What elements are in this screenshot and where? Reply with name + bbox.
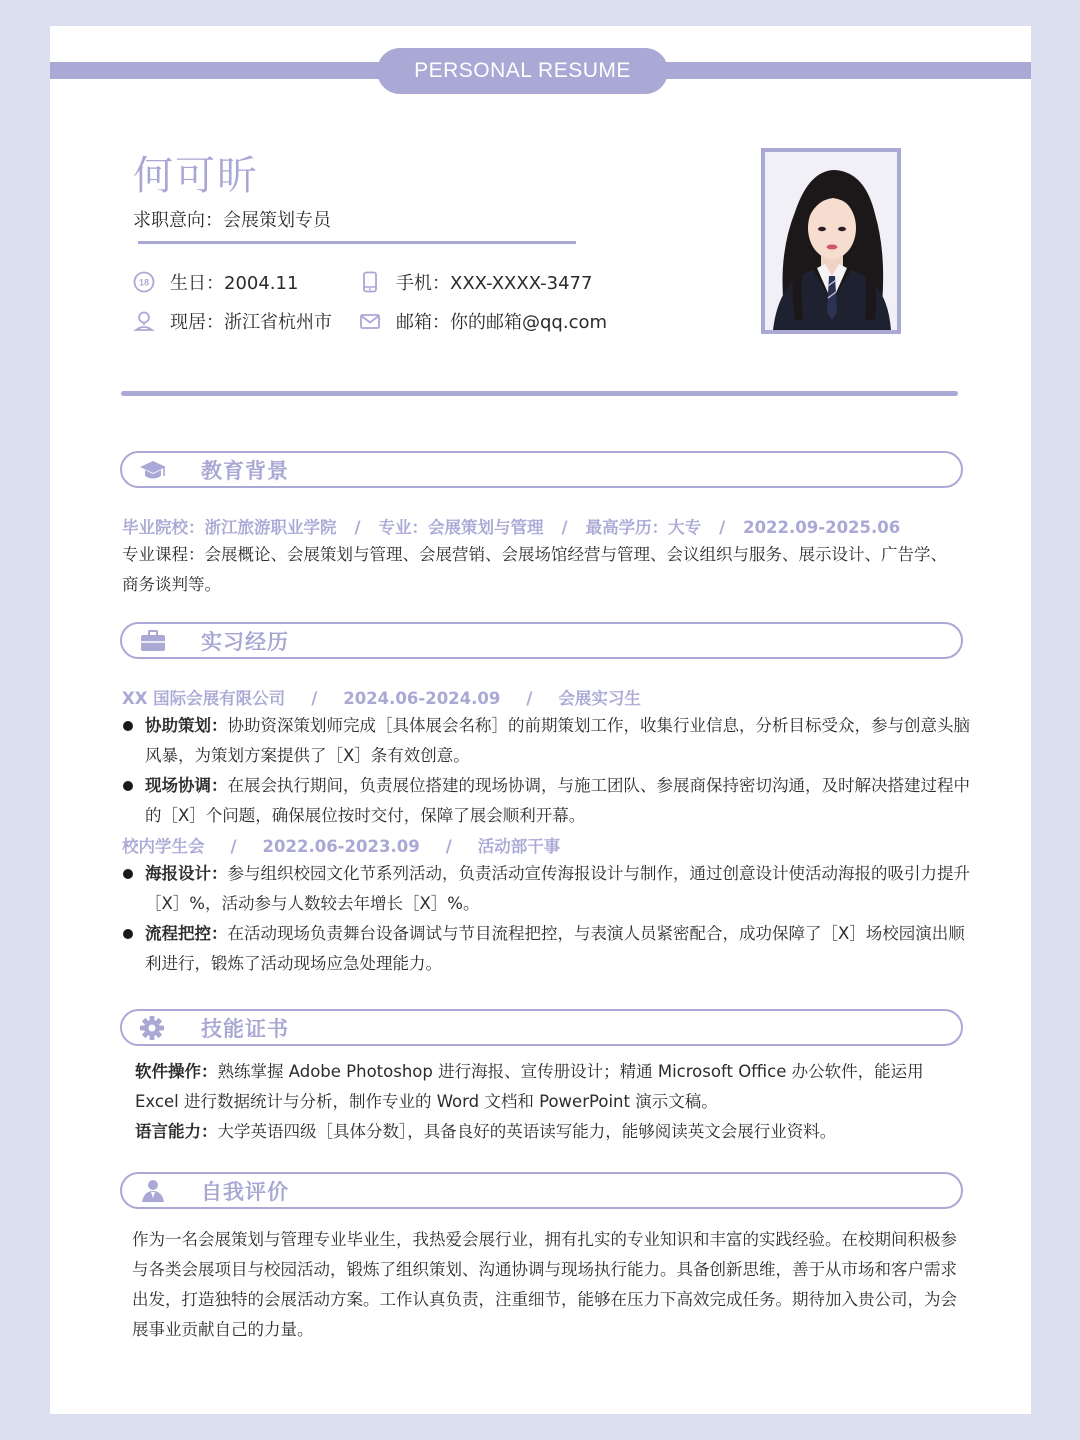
separator: / <box>719 518 726 537</box>
birth-info <box>133 269 298 295</box>
phone-text: 手机：XXX-XXXX-3477 <box>396 273 593 294</box>
bullet-text: 在活动现场负责舞台设备调试与节目流程把控，与表演人员紧密配合，成功保障了［X］场校园演出顺利进行，锻炼了活动现场应急处理能力。 <box>145 924 965 973</box>
internship-section-header <box>120 622 963 659</box>
separator: / <box>354 518 361 537</box>
name-underline <box>138 241 576 244</box>
bullet-text: 协助资深策划师完成［具体展会名称］的前期策划工作，收集行业信息，分析目标受众，参与创意头脑风暴，为策划方案提供了［X］条有效创意。 <box>145 716 970 765</box>
software-skill <box>135 1057 955 1117</box>
courses-text: 专业课程：会展概论、会展策划与管理、会展营销、会展场馆经营与管理、会议组织与服务、展示设计、广告学、商务谈判等。 <box>122 545 947 594</box>
job1-period: 2024.06-2024.09 <box>343 689 501 708</box>
email-info <box>359 308 607 334</box>
job1-company: XX 国际会展有限公司 <box>122 689 286 708</box>
job2-meta <box>122 833 560 857</box>
bullet-label: 流程把控： <box>145 924 228 943</box>
job2-bullet-1 <box>122 859 972 919</box>
job2-role: 活动部干事 <box>477 837 561 856</box>
separator: / <box>526 689 533 708</box>
location-text: 现居：浙江省杭州市 <box>170 312 332 333</box>
education-meta <box>122 514 900 538</box>
resume-banner: PERSONAL RESUME <box>377 48 668 94</box>
skills-section-header <box>120 1009 963 1046</box>
graduation-cap-icon <box>138 457 168 483</box>
section-divider <box>121 391 958 396</box>
separator: / <box>561 518 568 537</box>
envelope-icon <box>359 310 381 332</box>
school-name: 毕业院校：浙江旅游职业学院 <box>122 518 337 537</box>
job1-meta <box>122 685 641 709</box>
svg-text:18: 18 <box>138 277 150 288</box>
location-person-icon <box>133 310 155 332</box>
language-skill <box>135 1117 955 1147</box>
skills-title: 技能证书 <box>201 1016 289 1041</box>
self-eval-section-header <box>120 1172 963 1209</box>
software-label: 软件操作： <box>135 1062 218 1081</box>
education-title: 教育背景 <box>201 458 289 483</box>
bullet-text: 参与组织校园文化节系列活动，负责活动宣传海报设计与制作，通过创意设计使活动海报的吸引力提升［X］%，活动参与人数较去年增长［X］%。 <box>145 864 970 913</box>
education-period: 2022.09-2025.06 <box>743 518 901 537</box>
separator: / <box>230 837 237 856</box>
language-text: 大学英语四级［具体分数］，具备良好的英语读写能力，能够阅读英文会展行业资料。 <box>217 1122 837 1141</box>
bullet-label: 现场协调： <box>145 776 228 795</box>
email-text: 邮箱：你的邮箱@qq.com <box>396 312 608 333</box>
job2-period: 2022.06-2023.09 <box>262 837 420 856</box>
birth-text: 生日：2004.11 <box>170 273 299 294</box>
job1-bullet-1 <box>122 711 972 771</box>
phone-info <box>359 269 592 295</box>
language-label: 语言能力： <box>135 1122 218 1141</box>
resume-page <box>50 26 1031 1414</box>
location-info <box>133 308 332 334</box>
person-icon <box>138 1178 168 1204</box>
job2-bullet-2 <box>122 919 972 979</box>
internship-title: 实习经历 <box>201 629 289 654</box>
profile-photo <box>761 148 901 334</box>
self-eval-text: 作为一名会展策划与管理专业毕业生，我热爱会展行业，拥有扎实的专业知识和丰富的实践经验。在校期间积极参与各类会展项目与校园活动，锻炼了组织策划、沟通协调与现场执行能力。具备创新思维，善于从市场和客户需求出发，打造独特的会展活动方案。工作认真负责，注重细节，能够在压力下高效完成任务。期待加入贵公司，为会展事业贡献自己的力量。 <box>132 1230 957 1339</box>
self-eval-title: 自我评价 <box>201 1179 289 1204</box>
software-text: 熟练掌握 Adobe Photoshop 进行海报、宣传册设计；精通 Microsoft Office 办公软件，能运用 Excel 进行数据统计与分析，制作专业的 Word 文档和 PowerPoint 演示文稿。 <box>135 1062 924 1111</box>
bullet-text: 在展会执行期间，负责展位搭建的现场协调，与施工团队、参展商保持密切沟通，及时解决搭建过程中的［X］个问题，确保展位按时交付，保障了展会顺利开幕。 <box>145 776 970 825</box>
bullet-label: 协助策划： <box>145 716 228 735</box>
portrait-image <box>765 152 897 330</box>
calendar-18-icon <box>133 271 155 293</box>
job1-role: 会展实习生 <box>558 689 641 708</box>
briefcase-icon <box>138 628 168 654</box>
phone-icon <box>359 271 381 293</box>
job1-bullet-2 <box>122 771 972 831</box>
degree-name: 最高学历：大专 <box>585 518 702 537</box>
job2-company: 校内学生会 <box>122 837 205 856</box>
job-intent: 求职意向：会展策划专员 <box>133 210 331 231</box>
separator: / <box>311 689 318 708</box>
separator: / <box>445 837 452 856</box>
major-name: 专业：会展策划与管理 <box>378 518 544 537</box>
gear-icon <box>138 1015 168 1041</box>
candidate-name: 何可昕 <box>133 153 259 199</box>
bullet-label: 海报设计： <box>145 864 228 883</box>
education-section-header <box>120 451 963 488</box>
